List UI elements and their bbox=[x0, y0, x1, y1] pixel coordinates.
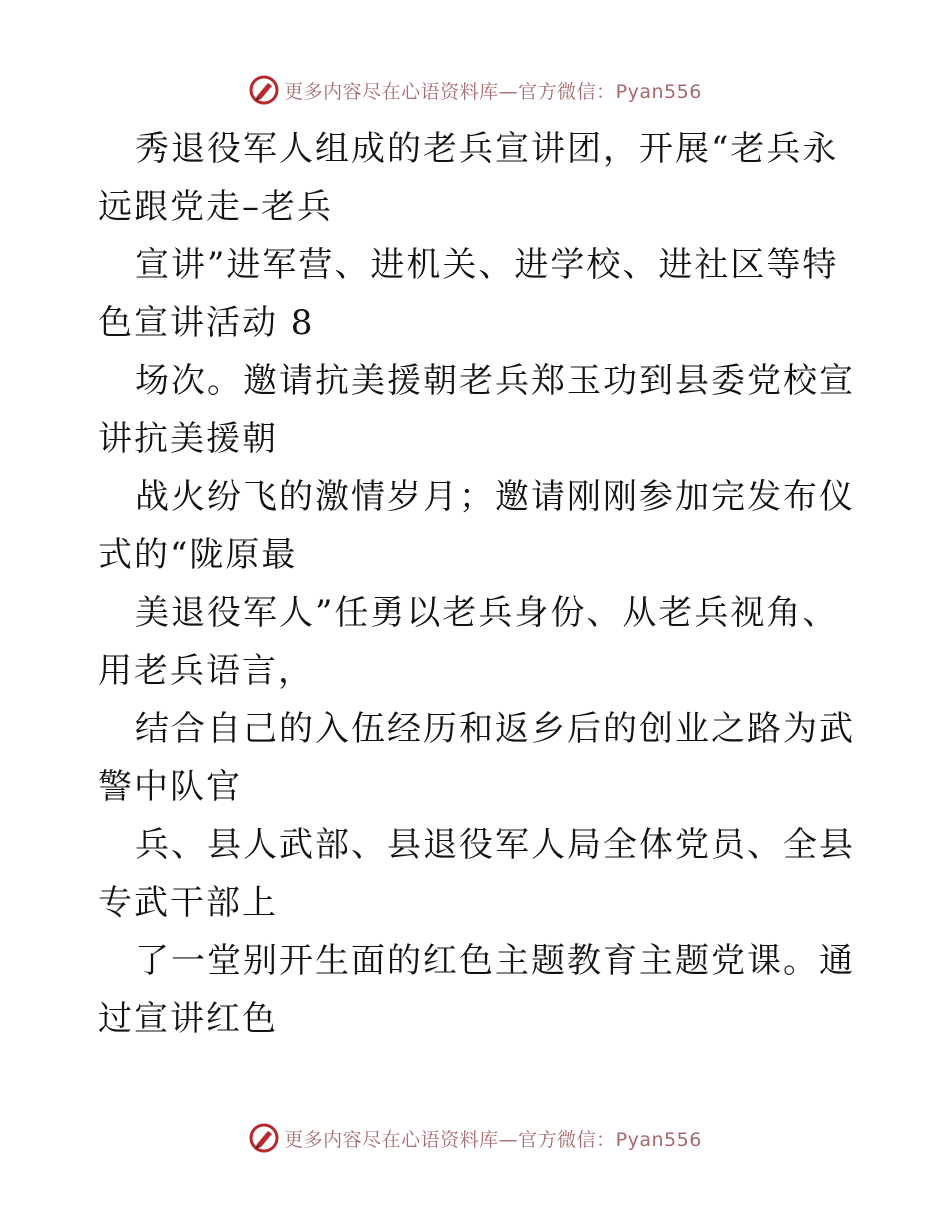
footer-banner bbox=[0, 1118, 950, 1158]
pen-logo-icon bbox=[248, 74, 280, 106]
paragraph-5: 美退役军人”任勇以老兵身份、从老兵视角、用老兵语言， bbox=[98, 593, 839, 691]
paragraph-1: 秀退役军人组成的老兵宣讲团，开展“老兵永远跟党走–老兵 bbox=[98, 129, 839, 227]
document-body bbox=[98, 120, 858, 1048]
header-banner bbox=[0, 70, 950, 110]
pen-logo-icon bbox=[248, 1122, 280, 1154]
paragraph-2: 宣讲”进军营、进机关、进学校、进社区等特色宣讲活动 8 bbox=[98, 245, 839, 343]
paragraph-6: 结合自己的入伍经历和返乡后的创业之路为武警中队官 bbox=[98, 709, 855, 807]
paragraph-3: 场次。邀请抗美援朝老兵郑玉功到县委党校宣讲抗美援朝 bbox=[98, 361, 855, 459]
paragraph-4: 战火纷飞的激情岁月；邀请刚刚参加完发布仪式的“陇原最 bbox=[98, 477, 855, 575]
header-text: 更多内容尽在心语资料库—官方微信：Pyan556 bbox=[284, 80, 702, 103]
footer-text: 更多内容尽在心语资料库—官方微信：Pyan556 bbox=[284, 1128, 702, 1151]
paragraph-8: 了一堂别开生面的红色主题教育主题党课。通过宣讲红色 bbox=[98, 941, 855, 1039]
paragraph-7: 兵、县人武部、县退役军人局全体党员、全县专武干部上 bbox=[98, 825, 855, 923]
